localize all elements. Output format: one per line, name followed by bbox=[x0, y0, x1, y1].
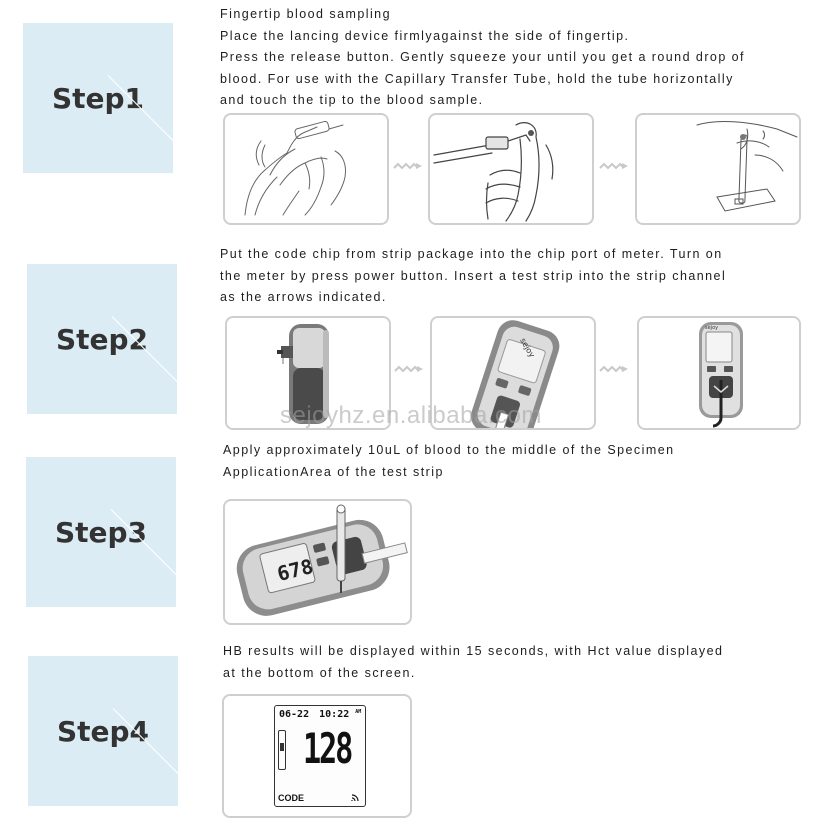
step3-illustration-apply-blood bbox=[223, 499, 412, 625]
step4-label: Step4 bbox=[56, 714, 150, 748]
lcd-code-label: CODE bbox=[278, 793, 305, 803]
step1-line: Place the lancing device firmlyagainst the side of fingertip. bbox=[220, 28, 630, 43]
step3-instructions bbox=[223, 440, 675, 483]
step1-instructions bbox=[220, 4, 745, 112]
step1-line: Press the release button. Gently squeeze your until you get a round drop of bbox=[220, 50, 745, 64]
lcd-ampm: AM bbox=[355, 709, 362, 715]
step2-illustration-insert-strip bbox=[637, 316, 801, 430]
lcd-display bbox=[274, 705, 366, 807]
arrow-right-icon bbox=[598, 159, 630, 173]
strip-icon bbox=[278, 730, 286, 770]
arrow-right-icon bbox=[598, 362, 630, 376]
step2-label: Step2 bbox=[55, 322, 149, 356]
step1-box bbox=[23, 23, 173, 173]
step3-box bbox=[26, 457, 176, 607]
step1-line: and touch the tip to the blood sample. bbox=[220, 93, 484, 107]
arrow-right-icon bbox=[392, 159, 424, 173]
step3-line: Apply approximately 10uL of blood to the middle of the Specimen bbox=[223, 443, 675, 457]
step4-line: at the bottom of the screen. bbox=[223, 665, 416, 680]
step3-label: Step3 bbox=[54, 515, 148, 549]
step4-instructions bbox=[223, 641, 723, 684]
step1-label: Step1 bbox=[51, 81, 145, 115]
step2-instructions bbox=[220, 244, 726, 309]
step2-box bbox=[27, 264, 177, 414]
arrow-right-icon bbox=[393, 362, 425, 376]
brand-logo: sejoy bbox=[518, 336, 537, 360]
step2-line: Put the code chip from strip package into the chip port of meter. Turn on bbox=[220, 247, 723, 261]
step2-line: as the arrows indicated. bbox=[220, 290, 387, 304]
step1-illustration-transfer-tube bbox=[635, 113, 801, 225]
step4-line: HB results will be displayed within 15 seconds, with Hct value displayed bbox=[223, 644, 724, 658]
step1-illustration-lancing bbox=[223, 113, 389, 225]
lcd-date: 06-22 bbox=[279, 709, 310, 720]
step1-line: Fingertip blood sampling bbox=[220, 7, 391, 21]
meter-reading: 678 bbox=[274, 554, 316, 587]
step4-box bbox=[28, 656, 178, 806]
watermark: sejoyhz.en.alibaba.com bbox=[280, 402, 542, 429]
brand-logo: sejoy bbox=[705, 325, 719, 331]
step2-line: the meter by press power button. Insert a test strip into the strip channel bbox=[220, 268, 727, 283]
step3-line: ApplicationArea of the test strip bbox=[223, 464, 444, 479]
step4-meter-screen bbox=[222, 694, 412, 818]
step1-line: blood. For use with the Capillary Transfer Tube, hold the tube horizontally bbox=[220, 71, 734, 86]
lcd-reading: 128 bbox=[303, 724, 352, 773]
step1-illustration-squeeze bbox=[428, 113, 594, 225]
lcd-time: 10:22 bbox=[319, 709, 350, 720]
signal-icon bbox=[351, 794, 359, 802]
